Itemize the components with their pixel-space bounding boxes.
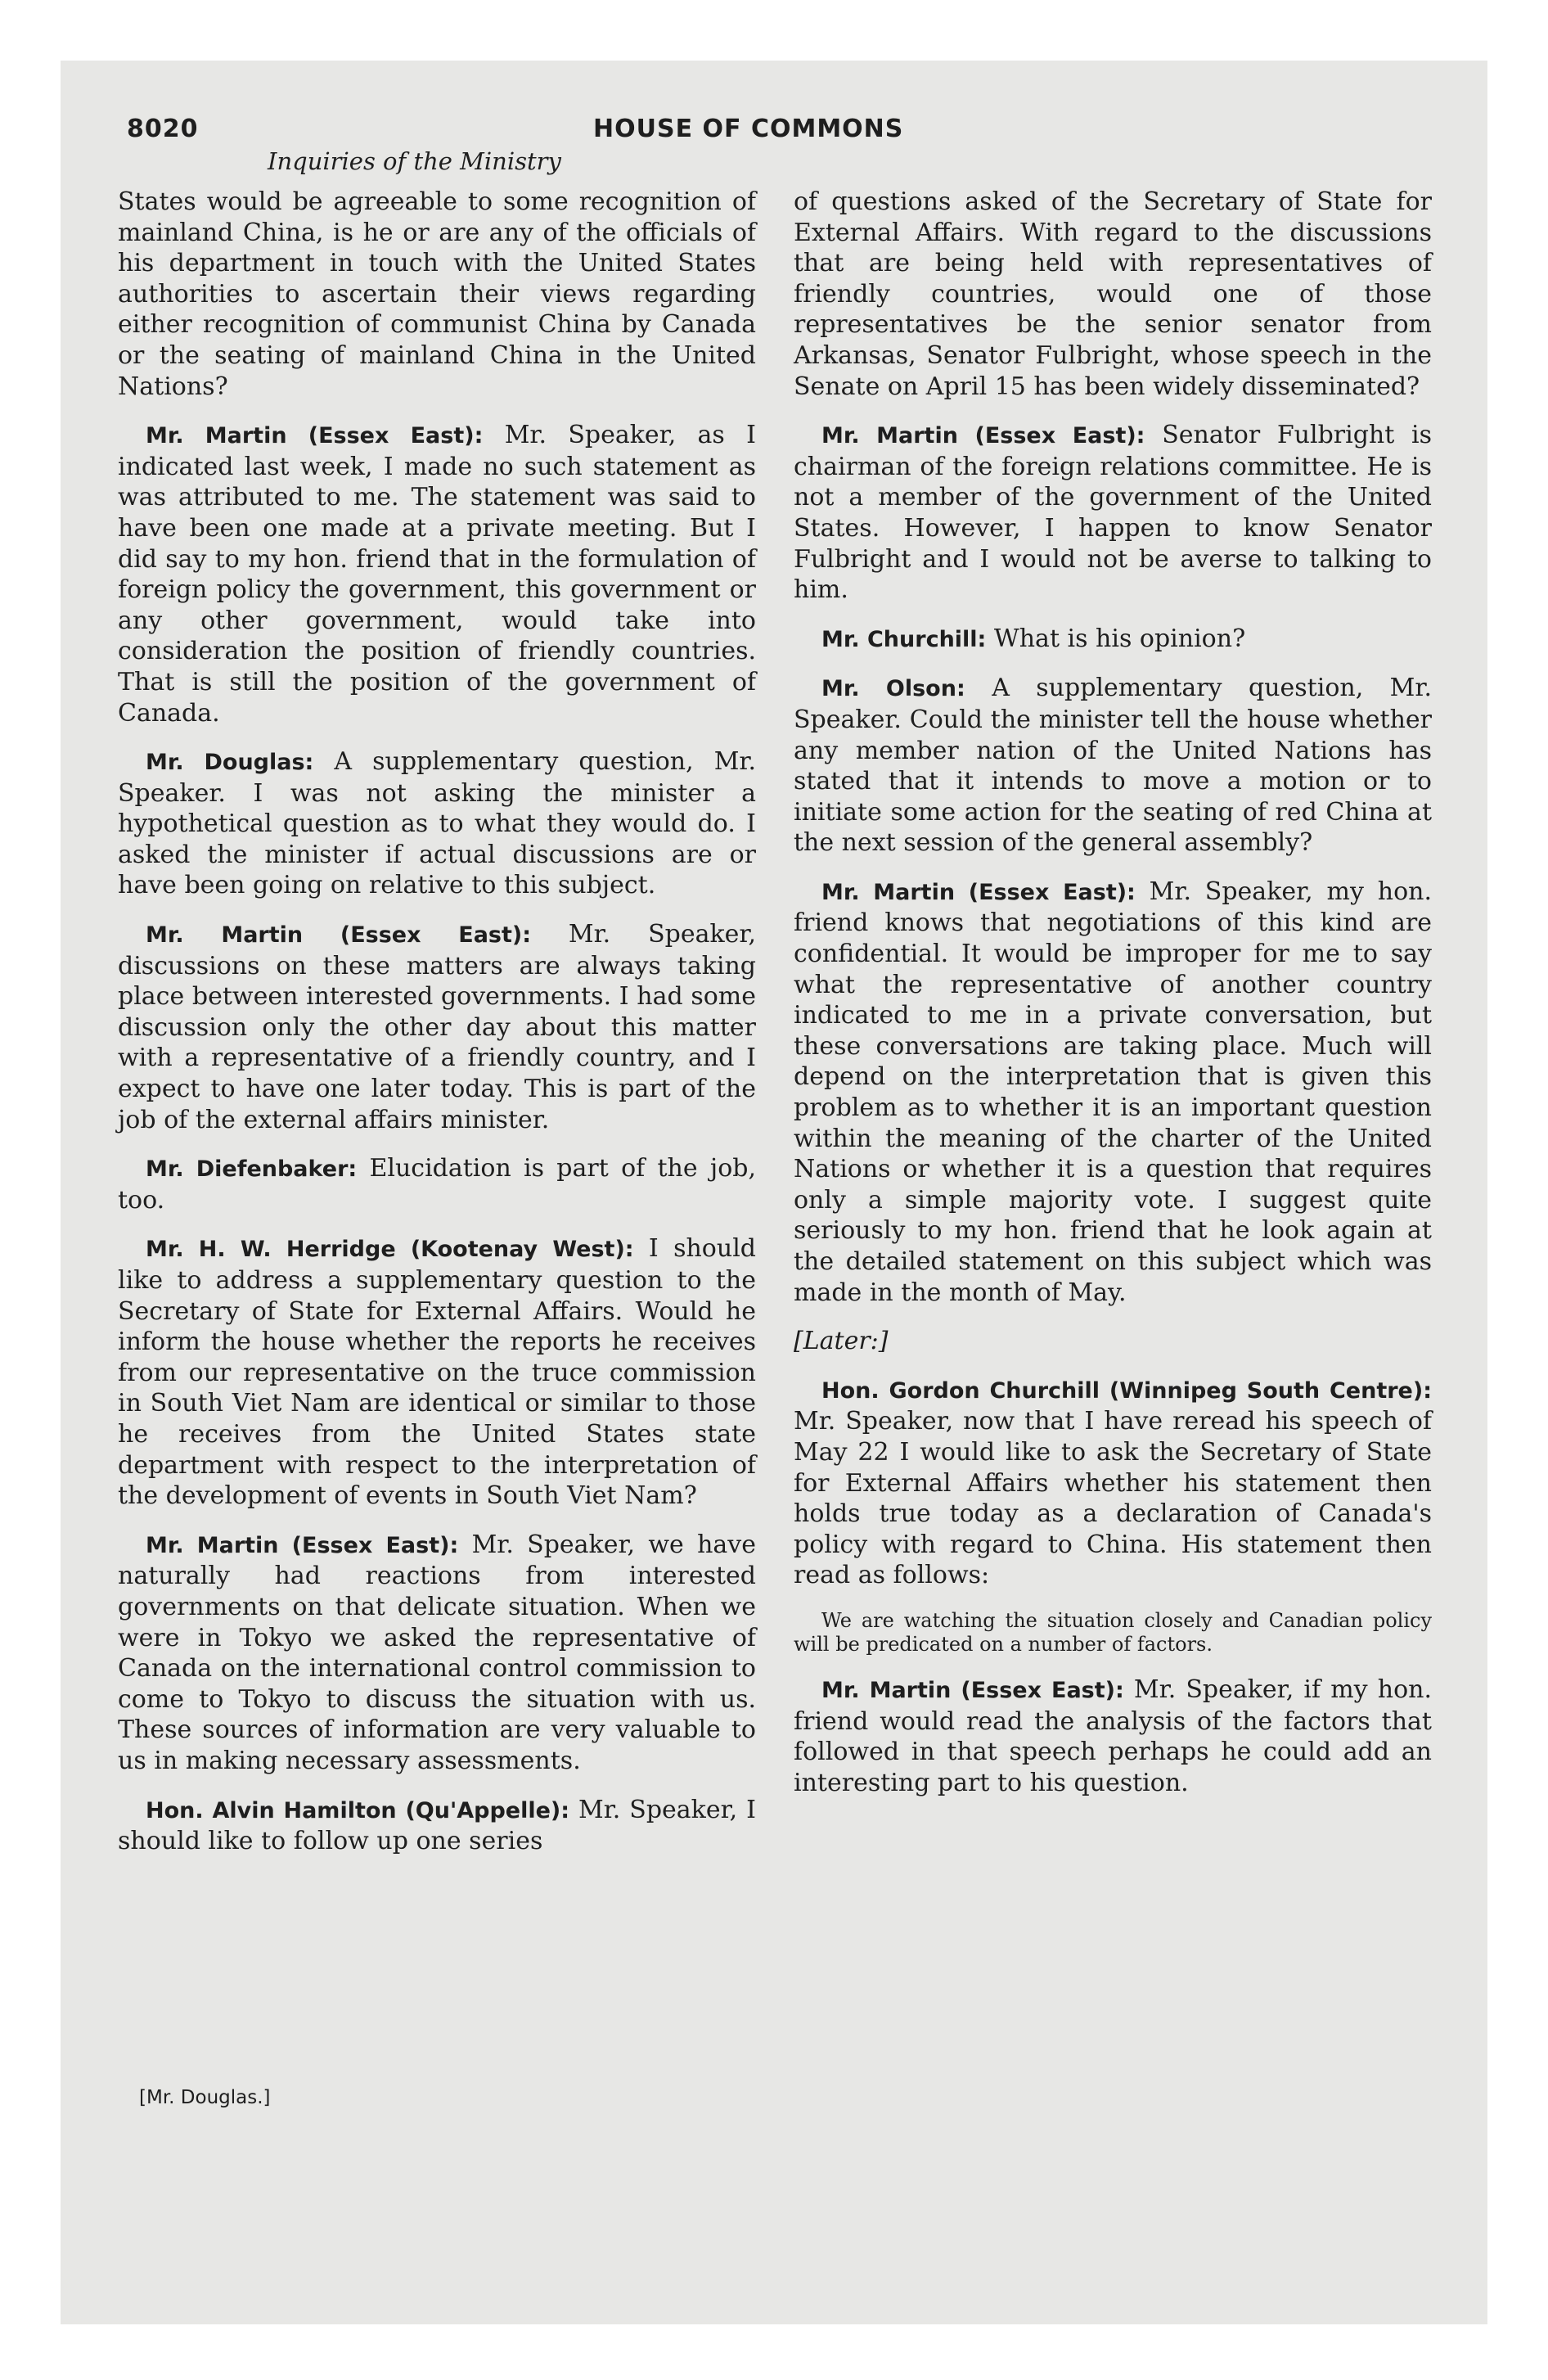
right-column [794, 187, 1432, 1816]
later-marker: [Later:] [794, 1327, 889, 1356]
speech-text: A supplementary question, Mr. Speaker. I was not asking the minister a hypothetical question as to what they would do. I asked the minister if actual discussions are or have been going on relative to this subject. [118, 747, 756, 900]
speech-text: Mr. Speaker, now that I have reread his speech of May 22 I would like to ask the Secretary of State for External Affairs whether his statement then holds true today as a declaration of Canada's policy with regard to China. His statement then read as follows: [794, 1407, 1432, 1590]
page-number: 8020 [127, 115, 199, 143]
speaker-name: Mr. Martin (Essex East): [146, 1532, 459, 1558]
paragraph [118, 1530, 756, 1777]
paragraph: States would be agreeable to some recognition of mainland China, is he or are any of the officials of his department in touch with the United States authorities to ascertain their views regarding either recognition of communist China by Canada or the seating of mainland China in the United Nations? [118, 187, 756, 401]
paragraph [118, 1233, 756, 1511]
speaker-name: Mr. Martin (Essex East): [146, 423, 484, 449]
left-column [118, 187, 756, 1875]
paragraph [794, 1375, 1432, 1591]
speech-text: Mr. Speaker, discussions on these matters are always taking place between interested governments. I had some discussion only the other day about this matter with a representative of a friendly country, and I expect to have one later today. This is part of the job of the external affairs minister. [118, 920, 756, 1134]
page-title: HOUSE OF COMMONS [593, 115, 904, 143]
speaker-name: Mr. Douglas: [146, 750, 314, 776]
speech-text: Mr. Speaker, if my hon. friend would read the analysis of the factors that followed in that speech perhaps he could add an interesting part to his question. [794, 1675, 1432, 1797]
speech-text: Mr. Speaker, we have naturally had reactions from interested governments on that delicate situation. When we were in Tokyo we asked the representative of Canada on the international control commission to come to Tokyo to discuss the situation with us. These sources of information are very valuable to us in making necessary assessments. [118, 1530, 756, 1775]
speech-text: Elucidation is part of the job, too. [118, 1154, 756, 1215]
footer-note: [Mr. Douglas.] [139, 2087, 271, 2108]
quoted-statement: We are watching the situation closely and Canadian policy will be predicated on a number of factors. [794, 1608, 1432, 1656]
paragraph [794, 624, 1432, 656]
speech-text: What is his opinion? [986, 624, 1246, 653]
speaker-name: Hon. Alvin Hamilton (Qu'Appelle): [146, 1797, 570, 1823]
paragraph: of questions asked of the Secretary of State for External Affairs. With regard to the discussions that are being held with representatives of friendly countries, would one of those representatives be the senior senator from Arkansas, Senator Fulbright, whose speech in the Senate on April 15 has been widely disseminated? [794, 187, 1432, 401]
speech-text: Mr. Speaker, as I indicated last week, I made no such statement as was attributed to me. The statement was said to have been one made at a private meeting. But I did say to my hon. friend that in the formulation of foreign policy the government, this government or any other government, would take into consideration the position of friendly countries. That is still the position of the government of Canada. [118, 421, 757, 728]
paragraph [118, 1795, 756, 1857]
paragraph [794, 420, 1432, 606]
speech-text: Senator Fulbright is chairman of the foreign relations committee. He is not a member of the government of the United States. However, I happen to know Senator Fulbright and I would not be averse to talking to him. [794, 421, 1432, 605]
speaker-name: Mr. Martin (Essex East): [821, 1677, 1124, 1703]
speech-text: Mr. Speaker, my hon. friend knows that negotiations of this kind are confidential. It would be improper for me to say what the representative of another country indicated to me in a private conversation, but these conversations are taking place. Much will depend on the interpretation that is given this problem as to whether it is an important question within the meaning of the charter of the United Nations or whether it is a question that requires only a simple majority vote. I suggest quite seriously to my hon. friend that he look again at the detailed statement on this subject which was made in the month of May. [794, 877, 1432, 1307]
paragraph [118, 420, 756, 728]
paragraph [794, 673, 1432, 859]
speech-text: I should like to address a supplementary question to the Secretary of State for External Affairs. Would he inform the house whether the reports he receives from our representative on the truce commission in South Viet Nam are identical or similar to those he receives from the United States state department with respect to the interpretation of the development of events in South Viet Nam? [118, 1234, 756, 1511]
speaker-name: Mr. Churchill: [821, 626, 987, 652]
paragraph [794, 877, 1432, 1308]
speaker-name: Mr. Martin (Essex East): [821, 879, 1136, 905]
speaker-name: Hon. Gordon Churchill (Winnipeg South Centre): [821, 1377, 1432, 1404]
speech-text: Mr. Speaker, I should like to follow up one series [118, 1795, 756, 1856]
speaker-name: Mr. Olson: [821, 676, 965, 702]
paragraph [794, 1675, 1432, 1798]
speaker-name: Mr. H. W. Herridge (Kootenay West): [146, 1237, 634, 1263]
paragraph [118, 919, 756, 1135]
section-title: Inquiries of the Ministry [268, 147, 561, 175]
paragraph [118, 746, 756, 901]
speech-text: A supplementary question, Mr. Speaker. Could the minister tell the house whether any member nation of the United Nations has stated that it intends to move a motion or to initiate some action for the seating of red China at the next session of the general assembly? [794, 674, 1432, 858]
speaker-name: Mr. Martin (Essex East): [146, 922, 532, 949]
speaker-name: Mr. Diefenbaker: [146, 1156, 358, 1183]
paragraph [118, 1153, 756, 1215]
speaker-name: Mr. Martin (Essex East): [821, 423, 1145, 449]
